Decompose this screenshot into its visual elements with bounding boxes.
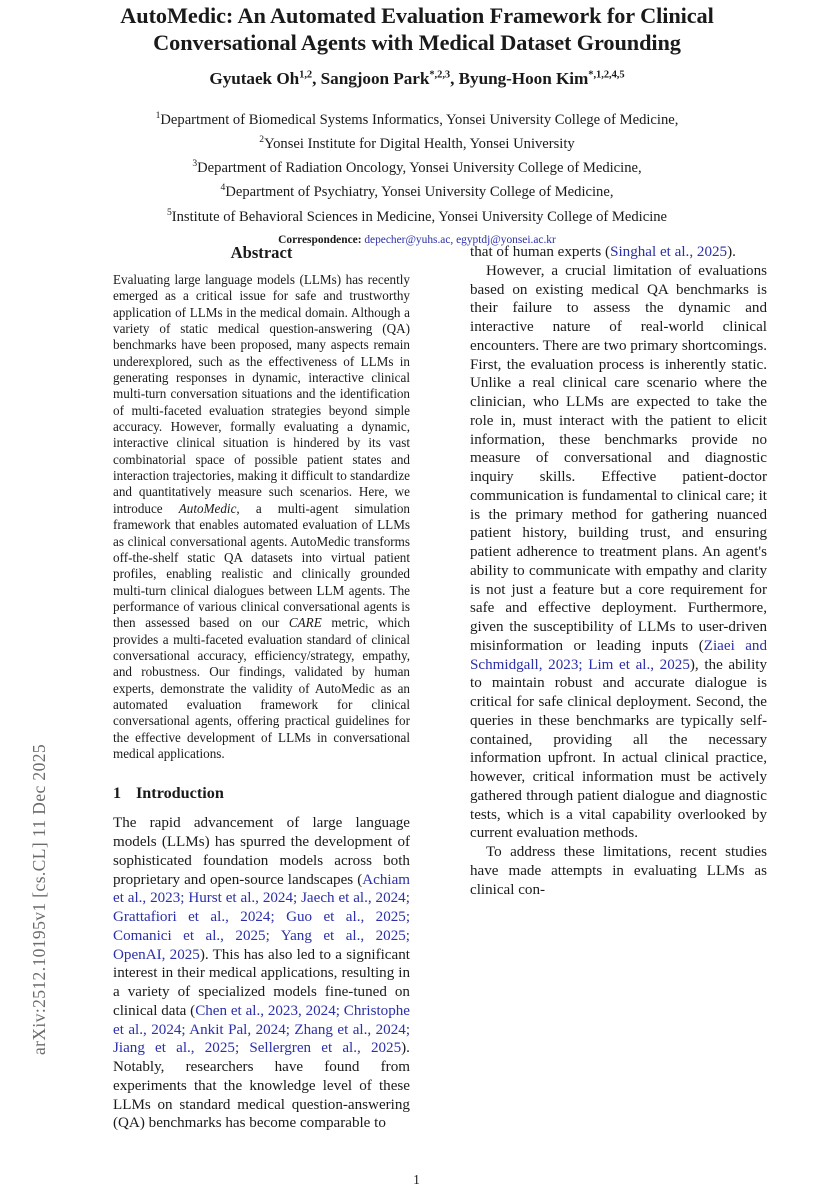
citation-fragment[interactable] [195,1040,205,1056]
citation-fragment[interactable]: 2023; [150,890,185,907]
correspondence-label: Correspondence: [278,233,362,246]
citation-fragment[interactable]: et [659,244,671,260]
citation-fragment[interactable]: al., [127,890,147,907]
citation-fragment[interactable]: Christophe [343,1002,411,1019]
citation-fragment[interactable]: al., [245,1002,265,1019]
citation-fragment[interactable]: al., [352,1021,372,1038]
introduction-paragraph-1: The rapid advancement of large language models (LLMs) has spurred the development of sophisticated foundation models across both proprietary and open-source landscapes (Achiam et al., 2023; Hurst et al., 2024; Jaech et al., 2024; Grattafiori et al., 2024; Guo et al., 2025; Comanici et al., 2025; Yang et al., 2025; OpenAI, 2025). This has also led to a significant interest in their medical applications, resulting in a variety of specialized models fine-tuned on clinical data (Chen et al., 2023, 2024; Christophe et al., 2024; Ankit Pal, 2024; Zhang et al., 2024; Jiang et al., 2025; Sellergren et al., 2025). Notably, researchers have found from experiments that the knowledge level of these LLMs on standard medical question-answering (QA) benchmarks has become comparable to [113,815,411,1132]
citation-fragment[interactable]: 2025; [375,927,410,944]
introduction-paragraph-1-continued: that of human experts (Singhal et al., 2025). [470,244,736,260]
author-separator-2: , [450,69,459,88]
citation-fragment[interactable]: 2024; [375,890,410,907]
citation-fragment[interactable] [229,909,240,925]
citation-fragment[interactable]: 2025 [696,244,728,260]
author-separator-1: , [312,69,321,88]
citation-fragment[interactable] [364,928,375,944]
citation-fragment[interactable] [312,909,323,925]
citation-fragment[interactable]: Yang [280,927,312,944]
abstract-part-1: Evaluating large language models (LLMs) has recently emerged as a critical issue for safe and trustworthy application of LLMs in the medical domain. Although a variety of static medical question-answering (QA) benchmarks have been proposed, many aspects remain underexplored, such as the effectiveness of LLMs in generating responses in dynamic, interactive clinical multi-turn conversation situations and the identification of multi-faceted evaluation strategies beyond simple accuracy. However, formally evaluating a dynamic, interactive clinical situation is hindered by its vast combinatorial space of possible patient states and interaction trajectories, making it difficult to standardize and quantitatively measure such scenarios. Here, we introduce [113,272,410,516]
introduction-paragraph-3: To address these limitations, recent studies have made attempts in evaluating LLMs as clinical con- [470,844,767,898]
introduction-paragraph-2 [470,262,767,843]
citation-fragment[interactable]: et [230,1002,242,1019]
citation-fragment[interactable]: et [188,909,200,926]
author-affil-marker-2: *,2,3 [429,69,451,81]
citation-fragment[interactable]: 2024; [151,1021,186,1038]
citation-fragment[interactable]: Guo [286,909,313,926]
citation-fragment[interactable]: et [338,890,350,907]
citation-fragment[interactable]: Ankit [189,1021,224,1038]
title-block [62,0,772,246]
affiliation-item [62,154,772,178]
citation-fragment[interactable]: et [321,1040,333,1057]
affiliation-text: Yonsei Institute for Digital Health, Yonsei University [264,136,575,153]
citation-fragment[interactable]: Sellergren [249,1040,312,1057]
citation-fragment[interactable] [311,1040,321,1056]
citation-fragment[interactable]: Achiam [362,871,411,888]
citation-fragment[interactable]: et [323,927,335,944]
citation-fragment[interactable] [364,909,375,925]
section-title: Introduction [136,784,224,803]
citation-fragment[interactable]: 2025; [235,927,270,944]
citation-fragment[interactable]: 2025; [375,909,411,926]
author-list [62,69,772,89]
citation-fragment[interactable]: Chen [195,1002,228,1019]
citation-fragment[interactable] [145,1040,155,1056]
citation-fragment[interactable]: 2023, [267,1002,302,1019]
citation-fragment[interactable]: 2025 [169,946,200,963]
citation-fragment[interactable]: 2025; [204,1040,240,1057]
citation-fragment[interactable] [224,928,235,944]
affiliation-item [62,106,772,130]
citation-fragment[interactable] [166,1040,176,1056]
citation-fragment[interactable]: 2024; [305,1002,340,1019]
abstract-heading: Abstract [230,243,293,262]
citation-group-4[interactable]: Ziaei and Schmidgall, 2023; Lim et al., 2025 [470,637,768,673]
affiliation-marker: 1 [155,110,161,121]
citation-fragment[interactable] [275,909,286,925]
citation-fragment[interactable]: et [113,1021,124,1038]
citation-fragment[interactable]: Singhal [610,244,657,260]
citation-fragment[interactable]: 2025 [370,1040,402,1057]
citation-fragment[interactable] [194,928,205,944]
abstract-emphasis-care: CARE [288,615,322,631]
citation-fragment[interactable]: al., [128,1021,147,1038]
citation-fragment[interactable]: et [323,909,335,926]
citation-fragment[interactable]: 2024; [255,1021,290,1038]
column-left [113,243,410,1133]
affiliation-marker: 3 [192,158,198,170]
abstract-part-2: , a multi-agent simulation framework that enables automated evaluation of LLMs as clinical conversational agents. AutoMedic transforms off-the-shelf static QA datasets into virtual patient profiles, enabling realistic and clinically grounded multi-turn clinical dialogues between LLM agents. The performance of various clinical conversational agents is then assessed based on our [113,500,410,631]
citation-fragment[interactable]: OpenAI, [113,946,166,963]
paper-title-line-1: AutoMedic: An Automated Evaluation Framework for Clinical [120,3,714,28]
affiliation-text: Institute of Behavioral Sciences in Medicine, Yonsei University College of Medicine [171,208,668,225]
page-number: 1 [413,1172,420,1187]
citation-fragment[interactable]: al., [176,1040,195,1057]
citation-fragment[interactable] [199,909,210,925]
citation-fragment[interactable]: al., [674,244,694,260]
citation-fragment[interactable]: Zhang [294,1021,333,1038]
section-number: 1 [113,784,122,803]
citation-fragment[interactable]: Comanici [113,927,172,944]
citation-fragment[interactable] [172,928,183,944]
citation-fragment[interactable]: Jaech [301,890,335,907]
author-affil-marker-1: 1,2 [299,69,313,81]
citation-fragment[interactable]: al., [345,909,365,926]
citation-fragment[interactable]: al., [240,890,259,907]
citation-fragment[interactable]: 2024; [262,890,298,907]
citation-fragment[interactable]: al., [345,927,365,944]
affiliation-list [62,106,772,227]
arxiv-stamp-text: arXiv:2512.10195v1 [cs.CL] 11 Dec 2025 [29,743,49,1055]
author-affil-marker-3: *,1,2,4,5 [588,69,625,81]
affiliation-text: Department of Psychiatry, Yonsei University College of Medicine, [225,184,614,201]
citation-fragment[interactable]: Grattafiori [113,909,177,926]
column-right [470,243,767,899]
citation-fragment[interactable] [270,928,281,944]
affiliation-item [62,178,772,202]
citation-fragment[interactable]: al., [205,927,224,944]
affiliation-marker: 2 [259,134,265,146]
citation-fragment[interactable]: 2024; [375,1021,411,1038]
affiliation-marker: 4 [220,182,226,194]
intro-p2-part-1: However, a crucial limitation of evaluations based on existing medical QA benchmarks is their failure to assess the dynamic and interactive nature of real-world clinical encounters. There are two primary shortcomings. First, the evaluation process is inherently static. Unlike a real clinical care scenario where the clinician, who LLMs are expected to take the role in, must interact with the patient to elicit information, these benchmarks provide no measure of conversational and diagnostic inquiry skills. Effective patient-doctor communication is fundamental to clinical care; it is the primary method for gathering nuanced patient history, building trust, and ensuring patient adherence to treatment plans. An agent's ability to communicate with empathy and clarity is not just a feature but a core requirement for safe and effective deployment. Furthermore, given the susceptibility of LLMs to user-driven misinformation or leading inputs ( [470,262,767,654]
affiliation-marker: 5 [166,206,172,218]
citation-fragment[interactable] [334,909,345,925]
intro-p2-part-2: ), the ability to maintain robust and accurate dialogue is critical for safe clinical deployment. Second, the queries in these benchmarks are typically self-contained, providing all the necessary information upfront. In actual clinical practice, however, critical information must be actively gathered through patient dialogue and diagnostic tests, which is a vital capability overlooked by current evaluation methods. [470,656,767,842]
citation-fragment[interactable]: et [337,1021,349,1038]
author-name-1: Gyutaek Oh [209,69,300,88]
citation-fragment[interactable]: et [113,890,124,907]
affiliation-text: Department of Radiation Oncology, Yonsei University College of Medicine, [197,160,642,177]
author-name-2: Sangjoon Park [320,69,430,88]
citation-fragment[interactable] [177,909,188,925]
affiliation-item [62,130,772,154]
citation-fragment[interactable]: et [155,1040,166,1057]
citation-fragment[interactable]: Jiang [113,1040,145,1057]
section-heading-introduction [113,784,410,803]
abstract-emphasis-automedic: AutoMedic [178,500,237,516]
citation-fragment[interactable] [239,1040,249,1056]
citation-fragment[interactable] [334,928,345,944]
citation-fragment[interactable] [332,1040,342,1056]
citation-fragment[interactable]: Hurst [188,890,222,907]
citation-fragment[interactable]: al., [342,1040,361,1057]
abstract-text [113,272,410,762]
citation-fragment[interactable]: et [225,890,237,907]
citation-fragment[interactable] [361,1040,371,1056]
abstract-part-3: metric, which provides a multi-faceted evaluation standard of clinical conversational accuracy, efficiency/strategy, empathy, and robustness. Our findings, validated by human experts, demonstrate the validity of AutoMedic as an automated evaluation framework for clinical conversational agents, offering practical guidelines for the effective development of LLMs in conversational medical applications. [113,615,410,761]
citation-fragment[interactable]: 2024; [240,909,275,926]
citation-fragment[interactable]: Pal, [228,1021,252,1038]
paper-title-line-2: Conversational Agents with Medical Dataset Grounding [153,30,681,55]
author-name-3: Byung-Hoon Kim [458,69,589,88]
citation-fragment[interactable] [312,928,323,944]
correspondence-emails[interactable]: depecher@yuhs.ac, egyptdj@yonsei.ac.kr [364,233,556,246]
citation-fragment[interactable]: et [183,927,195,944]
affiliation-item [62,203,772,227]
citation-fragment[interactable]: al., [210,909,229,926]
citation-fragment[interactable]: al., [353,890,372,907]
affiliation-text: Department of Biomedical Systems Informatics, Yonsei University College of Medicine, [160,111,679,128]
page-title [62,2,772,56]
